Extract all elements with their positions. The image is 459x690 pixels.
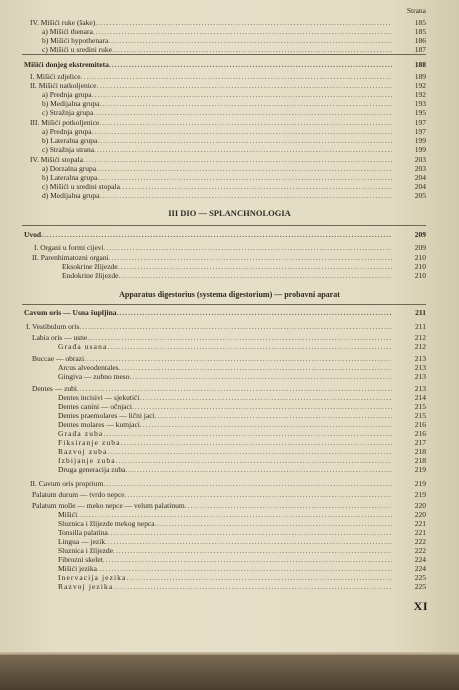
toc-entry [0,479,459,488]
leader-dots [121,438,392,447]
toc-entry-page: 217 [414,438,426,447]
toc-entry [0,72,459,81]
leader-dots [155,411,392,420]
toc-entry [0,402,459,411]
toc-entry-page: 219 [414,465,426,474]
toc-entry-page: 192 [414,90,426,99]
toc-entry-page: 221 [414,528,426,537]
toc-entry [0,438,459,447]
toc-entry-page: 216 [414,420,426,429]
toc-entry-page: 214 [414,393,426,402]
toc-entry-title: Fibrozni skelet [58,555,103,564]
toc-entry-title: b) Lateralna grupa [42,136,98,145]
toc-entry-page: 215 [414,411,426,420]
toc-entry-page: 211 [415,322,426,331]
toc-entry-title: Gingiva — zubno meso [58,372,130,381]
leader-dots [155,519,392,528]
toc-entry [0,271,459,280]
toc-entry-title: Cavum oris — Usna šupljina [24,308,117,317]
divider [22,225,426,226]
leader-dots [103,555,392,564]
toc-entry-title: Mišići [58,510,78,519]
toc-entry-page: 199 [414,145,426,154]
toc-entry [0,155,459,164]
toc-entry-page: 197 [414,118,426,127]
toc-entry [0,182,459,191]
toc-entry [0,393,459,402]
toc-entry-title: Razvoj zuba [58,447,108,456]
leader-dots [99,191,392,200]
toc-entry [0,555,459,564]
toc-entry-title: b) Lateralna grupa [42,173,98,182]
toc-entry-title: d) Medijalna grupa [42,191,100,200]
toc-entry-title: II. Cavum oris proprium [30,479,104,488]
leader-dots [97,564,392,573]
toc-entry-page: 203 [414,155,426,164]
toc-entry [0,573,459,582]
toc-entry-page: 188 [414,60,426,69]
toc-entry-page: 203 [414,164,426,173]
toc-entry-title: IV. Mišići stopala [30,155,83,164]
toc-entry-page: 199 [414,136,426,145]
leader-dots [103,429,392,438]
toc-entry-title: Tonsilla palatina [58,528,108,537]
toc-entry-page: 211 [415,308,426,317]
toc-entry [0,60,459,69]
leader-dots [125,465,392,474]
toc-entry-title: Dentes — zubi [32,384,77,393]
toc-entry-page: 187 [414,45,426,54]
page-column-label: Strana [406,6,426,15]
toc-entry-page: 186 [414,36,426,45]
toc-entry [0,528,459,537]
leader-dots [109,253,392,262]
leader-dots [105,537,392,546]
toc-entry [0,411,459,420]
toc-entry [0,18,459,27]
toc-entry [0,99,459,108]
toc-entry [0,230,459,239]
toc-entry-title: II. Mišići natkoljenice [30,81,97,90]
leader-dots [83,155,392,164]
toc-entry [0,108,459,117]
toc-entry [0,118,459,127]
toc-entry-page: 213 [414,363,426,372]
toc-entry-page: 210 [414,271,426,280]
toc-entry [0,243,459,252]
toc-entry-title: Dentes incisivi — sjekutići [58,393,140,402]
leader-dots [129,372,392,381]
toc-entry [0,429,459,438]
toc-entry [0,465,459,474]
section-heading: Apparatus digestorius (systema digestorium) — probavni aparat [119,290,340,299]
toc-entry [0,333,459,342]
toc-entry-title: Dentes canini — očnjaci [58,402,132,411]
toc-entry [0,36,459,45]
leader-dots [96,81,392,90]
toc-entry-page: 224 [414,564,426,573]
toc-entry [0,456,459,465]
leader-dots [97,136,392,145]
toc-entry [0,363,459,372]
toc-entry-page: 212 [414,342,426,351]
toc-entry [0,342,459,351]
part-heading: III DIO — SPLANCHNOLOGIA [168,208,291,218]
leader-dots [113,582,392,591]
toc-entry-page: 216 [414,429,426,438]
leader-dots [92,127,392,136]
leader-dots [107,447,392,456]
leader-dots [79,322,392,331]
toc-entry-title: Mišići jezika [58,564,97,573]
toc-entry-title: II. Parenhimatozni organi [32,253,109,262]
toc-entry-title: a) Mišići thenara [42,27,93,36]
leader-dots [113,546,392,555]
toc-entry [0,546,459,555]
toc-entry-page: 215 [414,402,426,411]
toc-entry-title: c) Stražnja strana [42,145,95,154]
toc-entry [0,136,459,145]
toc-entry-title: I. Organi u formi cijevi [34,243,104,252]
toc-entry-title: c) Stražnja grupa [42,108,94,117]
toc-entry-title: III. Mišići potkoljenice [30,118,100,127]
leader-dots [108,36,392,45]
leader-dots [118,262,392,271]
toc-entry-title: Buccae — obrazi [32,354,85,363]
toc-entry-title: a) Dorzalna grupa [42,164,97,173]
toc-entry-title: Palatum molle — meko nepce — velum palatinum [32,501,185,510]
toc-entry-page: 193 [414,99,426,108]
leader-dots [81,72,392,81]
leader-dots [103,479,392,488]
toc-entry [0,173,459,182]
toc-entry-title: c) Mišići u sredini stopala [42,182,120,191]
toc-entry-page: 213 [414,372,426,381]
toc-entry-title: I. Mišići zdjelice [30,72,81,81]
toc-entry-page: 222 [414,537,426,546]
toc-entry [0,564,459,573]
toc-entry-page: 209 [414,243,426,252]
toc-entry-title: Razvoj jezika [58,582,114,591]
toc-entry-page: 210 [414,253,426,262]
leader-dots [117,308,392,317]
toc-entry-page: 204 [414,173,426,182]
toc-entry [0,372,459,381]
toc-entry-title: Dentes molares — kutnjaci [58,420,140,429]
toc-entry [0,308,459,317]
toc-entry-title: Palatum durum — tvrdo nepce [32,490,125,499]
toc-entry-title: Uvod [24,230,42,239]
toc-entry [0,490,459,499]
toc-entry [0,90,459,99]
toc-entry-title: I. Vestibulum oris [26,322,80,331]
leader-dots [87,333,392,342]
toc-entry-title: Sluznica i žlijezde [58,546,113,555]
toc-entry-title: Endokrine žlijezde [62,271,119,280]
divider [22,54,426,55]
leader-dots [96,164,392,173]
toc-entry [0,81,459,90]
toc-entry [0,582,459,591]
toc-entry-title: Fiksiranje zuba [58,438,121,447]
leader-dots [99,118,392,127]
leader-dots [119,363,392,372]
leader-dots [112,45,392,54]
toc-entry [0,145,459,154]
toc-entry [0,45,459,54]
toc-entry-title: a) Prednja grupa [42,127,92,136]
leader-dots [118,271,392,280]
toc-entry-page: 219 [414,490,426,499]
toc-entry [0,164,459,173]
toc-entry-page: 213 [414,384,426,393]
toc-entry [0,420,459,429]
toc-entry [0,501,459,510]
toc-entry-page: 221 [414,519,426,528]
toc-entry-page: 195 [414,108,426,117]
toc-entry-title: Druga generacija zuba [58,465,126,474]
leader-dots [84,354,392,363]
toc-entry-page: 204 [414,182,426,191]
toc-entry-page: 213 [414,354,426,363]
background-surface [0,655,459,690]
leader-dots [93,27,392,36]
leader-dots [97,173,392,182]
toc-entry-page: 219 [414,479,426,488]
toc-entry-page: 197 [414,127,426,136]
toc-entry [0,322,459,331]
leader-dots [92,90,392,99]
toc-entry-title: Labia oris — usne [32,333,88,342]
toc-entry [0,191,459,200]
toc-entry-title: Dentes praemolares — lični jaci [58,411,155,420]
toc-entry-title: Sluznica i žlijezde mekog nepca [58,519,155,528]
toc-entry-page: 185 [414,18,426,27]
leader-dots [104,243,392,252]
toc-entry-title: c) Mišići u sredini ruke [42,45,112,54]
toc-entry-page: 225 [414,582,426,591]
leader-dots [94,145,392,154]
toc-entry-page: 189 [414,72,426,81]
toc-entry-page: 185 [414,27,426,36]
page-number: XI [413,599,428,613]
leader-dots [140,420,392,429]
toc-entry-title: Građa usana [58,342,108,351]
leader-dots [126,573,392,582]
toc-entry-page: 192 [414,81,426,90]
leader-dots [120,182,392,191]
leader-dots [41,230,392,239]
toc-entry-title: Inervacija jezika [58,573,127,582]
toc-entry-title: b) Medijalna grupa [42,99,100,108]
toc-entry [0,537,459,546]
toc-entry [0,510,459,519]
divider [22,304,426,305]
leader-dots [132,402,392,411]
toc-entry-page: 209 [414,230,426,239]
toc-entry-title: IV. Mišići ruke (šake) [30,18,96,27]
toc-entry [0,127,459,136]
toc-entry-page: 205 [414,191,426,200]
toc-entry [0,354,459,363]
toc-entry-page: 220 [414,501,426,510]
toc-entry [0,447,459,456]
toc-entry-title: Arcus alveodentales [58,363,119,372]
toc-entry-page: 220 [414,510,426,519]
leader-dots [77,510,392,519]
leader-dots [95,18,392,27]
leader-dots [109,60,392,69]
toc-entry [0,253,459,262]
toc-entry-title: Građa zuba [58,429,104,438]
toc-entry [0,262,459,271]
leader-dots [107,342,392,351]
toc-entry-page: 210 [414,262,426,271]
toc-entry-page: 218 [414,447,426,456]
leader-dots [77,384,392,393]
leader-dots [185,501,392,510]
toc-entry-page: 212 [414,333,426,342]
toc-entry-title: Mišići donjeg ekstremiteta [24,60,109,69]
toc-entry-title: b) Mišići hypothenara [42,36,109,45]
toc-entry-title: Lingua — jezik [58,537,106,546]
leader-dots [93,108,392,117]
toc-entry-title: Izbijanje zuba [58,456,116,465]
leader-dots [116,456,392,465]
leader-dots [139,393,392,402]
toc-entry-title: Eksokrine žlijezde [62,262,118,271]
toc-entry [0,27,459,36]
toc-entry-title: a) Prednja grupa [42,90,92,99]
toc-entry-page: 224 [414,555,426,564]
toc-entry-page: 225 [414,573,426,582]
leader-dots [108,528,392,537]
toc-entry [0,384,459,393]
toc-entry-page: 222 [414,546,426,555]
leader-dots [99,99,392,108]
leader-dots [124,490,392,499]
toc-entry-page: 218 [414,456,426,465]
toc-entry [0,519,459,528]
